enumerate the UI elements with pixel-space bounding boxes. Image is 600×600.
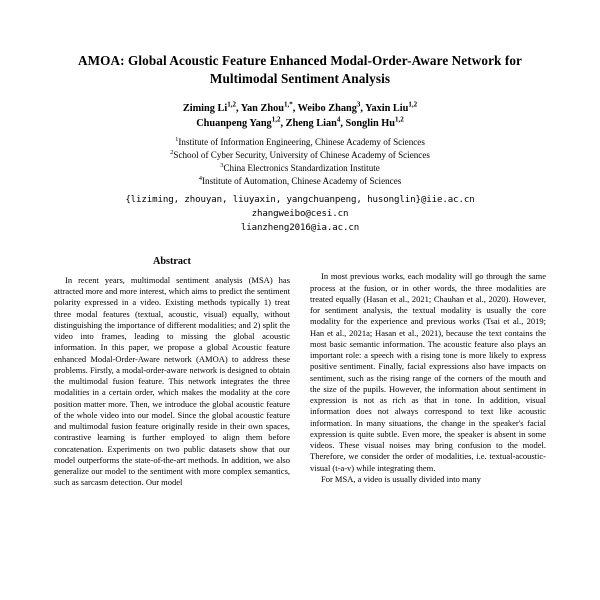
page-title: AMOA: Global Acoustic Feature Enhanced Modal-Order-Aware Network for Multimodal Sentiment Analysis: [78, 53, 522, 86]
email-line: zhangweibo@cesi.cn: [251, 209, 349, 220]
author-name: , Yaxin Liu: [360, 102, 409, 114]
author-name: , Songlin Hu: [340, 117, 395, 129]
author-affil-marker: 1,2: [227, 100, 236, 109]
column-top-spacer: [310, 255, 546, 271]
author-affil-marker: 4: [336, 115, 341, 124]
author-list: [54, 102, 546, 132]
author-affil-marker: 3: [356, 100, 361, 109]
author-name: Ziming Li: [182, 102, 228, 114]
affiliation-text: China Electronics Standardization Institute: [223, 163, 380, 174]
email-line: {liziming, zhouyan, liuyaxin, yangchuanpeng, husonglin}@iie.ac.cn: [125, 195, 475, 206]
author-name: Chuanpeng Yang: [196, 117, 272, 129]
affiliation-marker: 4: [198, 175, 203, 183]
body-paragraph: In most previous works, each modality will go through the same process at the fusion, or in other words, the three modalities are treated equally (Hasan et al., 2021; Chauhan et al., 2020). However, for sentiment analysis, the textual modality is usually the core modality for the experience and previous works (Tsai et al., 2019; Han et al., 2021a; Hasan et al., 2021), because the text contains the most basic semantic information. The acoustic feature also plays an important role: a speech with a rising tone is more likely to express positive sentiment. Finally, facial expressions also have impacts on sentiment, such as the rising range of the corners of the mouth and the size of the pupils. However, the information about sentiment in expression is not as rich as that in tone. In addition, visual information does not always correspond to text like acoustic information. In many situations, the change in the speaker's facial expression is quite subtle. Even more, the speaker is absent in some videos. These visual noises may bring confusion to the model. Therefore, we consider the order of modalities, i.e. textual-acoustic-visual (t-a-v) while integrating them.: [310, 271, 546, 473]
affiliation-list: [54, 136, 546, 188]
author-affil-marker: 1,2: [271, 115, 281, 124]
author-line-1: [54, 102, 546, 117]
author-name: , Yan Zhou: [235, 102, 284, 114]
abstract-paragraph: In recent years, multimodal sentiment analysis (MSA) has attracted more and more interest, which aims to predict the sentiment polarity expressed in a video. Existing methods typically 1) treat three modal features (textual, acoustic, visual) equally, without distinguishing the importance of different modalities; and 2) split the video into frames, leading to missing the global acoustic information. In this paper, we propose a global Acoustic feature enhanced Modal-Order-Aware network (AMOA) to address these problems. Firstly, a modal-order-aware network is designed to obtain the multimodal fusion feature. This network integrates the three modalities in a certain order, which makes the modality at the core position matter more. Then, we introduce the global acoustic feature of the whole video into our model. Since the global acoustic feature and multimodal fusion feature originally reside in their own spaces, contrastive learning is further employed to align them before concatenation. Experiments on two public datasets show that our model outperforms the state-of-the-art methods. In addition, we also generalize our model to the sentiment with more complex semantics, such as sarcasm detection. Our model: [54, 274, 290, 488]
author-line-2: [54, 117, 546, 132]
affiliation-item: [54, 175, 546, 188]
affiliation-marker: 2: [170, 149, 174, 157]
author-name: , Weibo Zhang: [292, 102, 357, 114]
body-paragraph: For MSA, a video is usually divided into many: [321, 473, 481, 484]
email-list: [54, 193, 546, 235]
left-column: [54, 255, 290, 488]
abstract-heading: Abstract: [153, 256, 191, 268]
author-affil-marker: 1,*: [283, 100, 293, 109]
affiliation-marker: 1: [175, 136, 179, 144]
affiliation-item: [54, 136, 546, 149]
affiliation-text: Institute of Automation, Chinese Academy of Sciences: [202, 176, 402, 187]
author-affil-marker: 1,2: [408, 100, 418, 109]
email-line: lianzheng2016@ia.ac.cn: [240, 223, 360, 234]
affiliation-marker: 3: [220, 162, 224, 170]
right-column: [310, 255, 546, 488]
affiliation-text: School of Cyber Security, University of Chinese Academy of Sciences: [173, 150, 430, 161]
body-columns: [54, 255, 546, 488]
author-affil-marker: 1,2: [395, 115, 404, 124]
affiliation-item: [54, 149, 546, 162]
affiliation-item: [54, 162, 546, 175]
author-name: , Zheng Lian: [280, 117, 337, 129]
affiliation-text: Institute of Information Engineering, Chinese Academy of Sciences: [178, 137, 425, 148]
